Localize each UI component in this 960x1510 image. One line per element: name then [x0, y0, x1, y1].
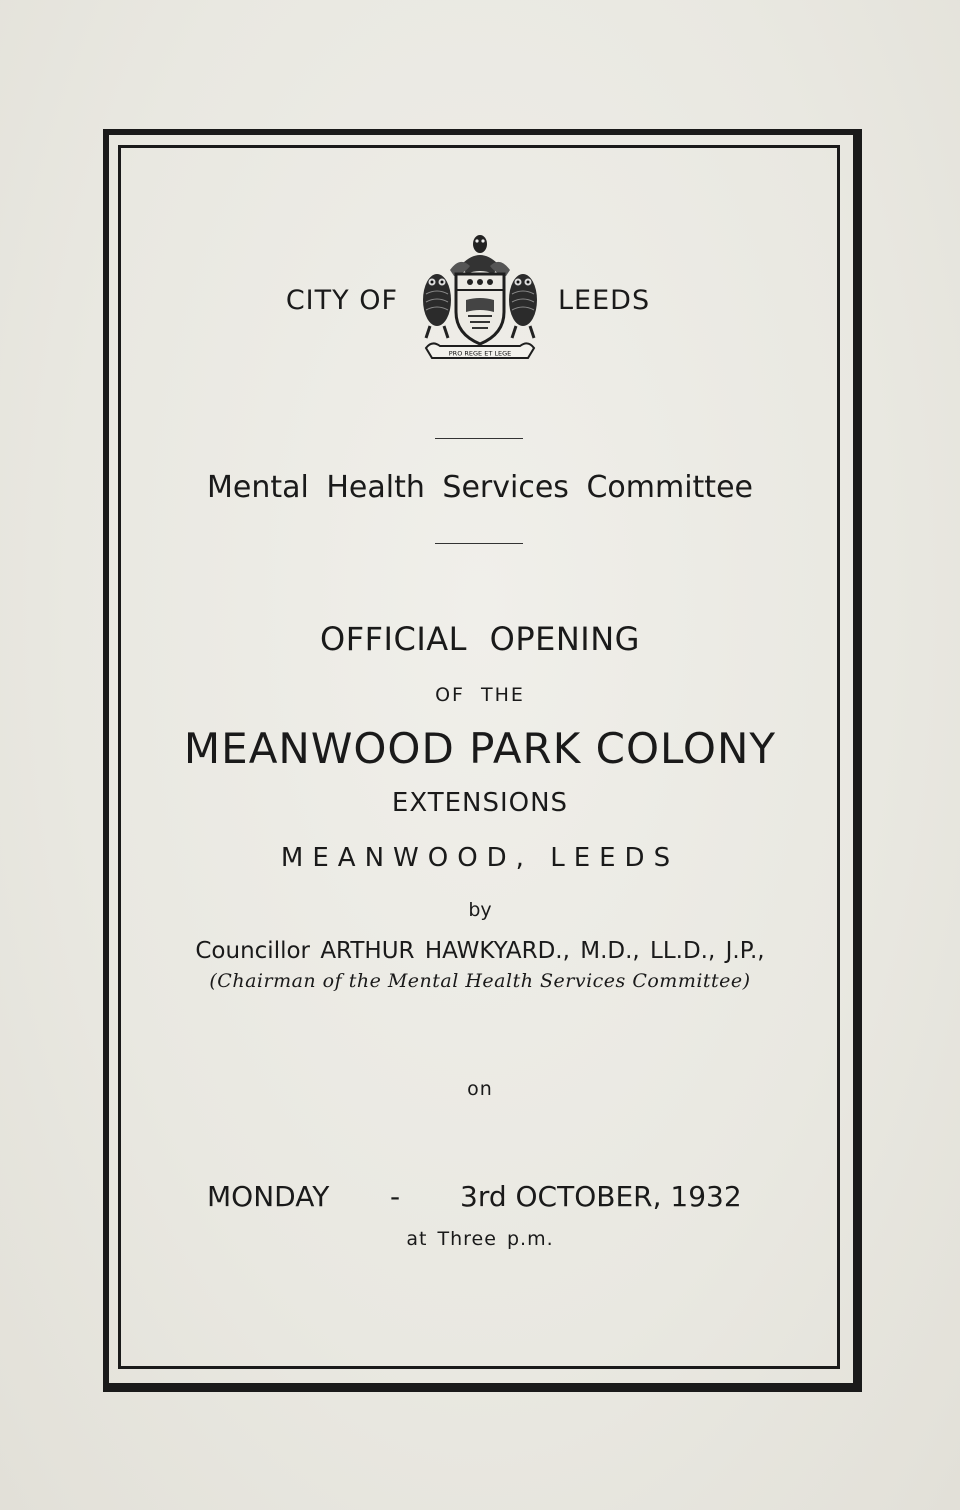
divider-rule-top [435, 438, 523, 439]
location-text: MEANWOOD, LEEDS [280, 843, 680, 873]
councillor-name: Councillor ARTHUR HAWKYARD., M.D., LL.D., J.P., [195, 938, 765, 964]
crest-motto: PRO REGE ET LEGE [448, 349, 512, 358]
main-title: MEANWOOD PARK COLONY [183, 724, 777, 773]
extensions-text: EXTENSIONS [391, 788, 569, 818]
leeds-coat-of-arms-icon [410, 230, 550, 370]
city-of-text: CITY OF [285, 285, 398, 316]
chairman-title: (Chairman of the Mental Health Services Committee) [209, 970, 751, 992]
time-text: at Three p.m. [406, 1228, 554, 1250]
committee-name: Mental Health Services Committee [207, 470, 753, 505]
leeds-text: LEEDS [558, 285, 651, 316]
civic-header [0, 230, 960, 370]
date-text: 3rd OCTOBER, 1932 [460, 1180, 742, 1213]
on-text: on [467, 1078, 493, 1100]
divider-rule-bottom [435, 543, 523, 544]
by-text: by [468, 899, 492, 921]
date-dash: - [390, 1180, 401, 1213]
official-opening-heading: OFFICIAL OPENING [320, 620, 640, 658]
day-text: MONDAY [207, 1180, 330, 1213]
of-the-text: OF THE [435, 684, 525, 706]
date-row [0, 1180, 960, 1220]
